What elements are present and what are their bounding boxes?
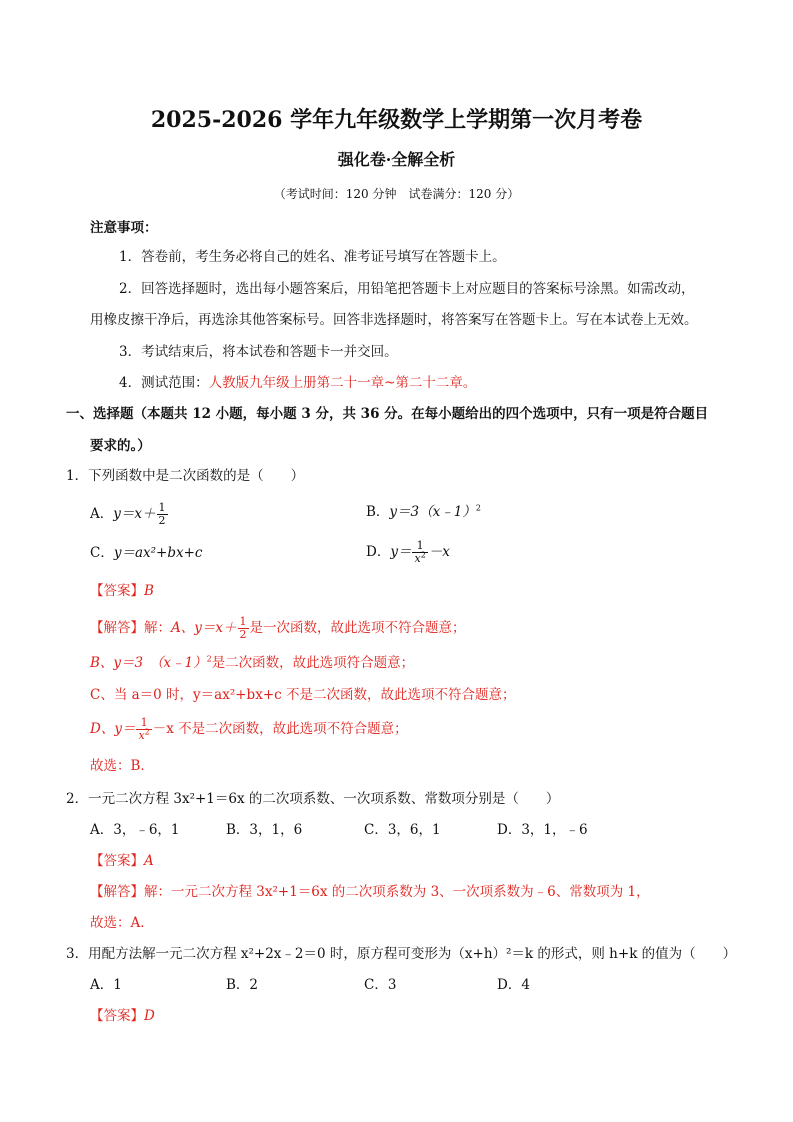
note-item-2-line2: 用橡皮擦干净后，再选涂其他答案标号。回答非选择题时，将答案写在答题卡上。写在本试卷上无效。 xyxy=(90,312,698,328)
section-heading-line2: 要求的。） xyxy=(90,438,151,454)
q2-option-c: C．3，6，1 xyxy=(364,822,441,838)
answer-tag: 【答案】 xyxy=(90,853,144,869)
solution-d-expr: D、y＝ xyxy=(90,721,136,737)
q2-solution xyxy=(90,882,650,902)
q1-solution-line-d xyxy=(90,717,408,742)
note-item-2-line1: 2．回答选择题时，选出每小题答案后，用铅笔把答题卡上对应题目的答案标号涂黑。如需改动， xyxy=(119,281,695,297)
q1-solution-line-a xyxy=(90,616,466,641)
note-item-4-range: 人教版九年级上册第二十一章~第二十二章。 xyxy=(208,375,477,391)
fraction-numerator: 1 xyxy=(158,501,166,514)
q1-conclusion: 故选：B． xyxy=(90,758,154,774)
section-heading-line1: 一、选择题（本题共 12 小题，每小题 3 分，共 36 分。在每小题给出的四个选项中，只有一项是符合题目 xyxy=(66,406,709,422)
note-item-3: 3．考试结束后，将本试卷和答题卡一并交回。 xyxy=(119,344,398,360)
answer-value: A xyxy=(144,853,154,869)
q3-option-b: B．2 xyxy=(226,977,259,993)
page-subtitle: 强化卷·全解全析 xyxy=(337,150,456,169)
solution-intro: 解： xyxy=(144,620,171,636)
q1-option-d-expr: y＝ xyxy=(390,544,412,560)
q3-answer xyxy=(90,1006,155,1026)
solution-a-expr: A、y＝x＋ xyxy=(171,620,237,636)
fraction-variable: x xyxy=(414,552,421,565)
q1-option-c-label: C． xyxy=(90,545,114,561)
q1-solution-line-c: C、当 a＝0 时，y＝ax²+bx+c 不是二次函数，故此选项不符合题意； xyxy=(90,687,516,703)
q1-option-d-fraction xyxy=(412,540,427,565)
q3-option-a: A．1 xyxy=(90,977,122,993)
exponent: 2 xyxy=(475,503,481,513)
solution-tag: 【解答】 xyxy=(90,620,144,636)
solution-b-expr: B、y＝3 （x﹣1） xyxy=(90,655,207,671)
note-item-1: 1．答卷前，考生务必将自己的姓名、准考证号填写在答题卡上。 xyxy=(119,249,506,265)
q1-option-a-expr: y＝x＋ xyxy=(113,506,156,522)
solution-tag: 【解答】 xyxy=(90,884,144,900)
solution-b-text: 是二次函数，故此选项符合题意； xyxy=(211,655,415,671)
q2-option-b: B．3，1，6 xyxy=(226,822,303,838)
fraction-denominator xyxy=(136,727,151,742)
solution-a-text: 是一次函数，故此选项不符合题意； xyxy=(249,620,466,636)
q1-solution-line-b xyxy=(90,653,414,673)
q3-stem: 3．用配方法解一元二次方程 x²+2x﹣2＝0 时，原方程可变形为（x+h）²＝k 的形式，则 h+k 的值为（ ） xyxy=(66,946,737,962)
q3-option-c: C．3 xyxy=(364,977,397,993)
exponent: 2 xyxy=(144,727,150,737)
q3-option-d: D．4 xyxy=(497,977,530,993)
q1-option-b xyxy=(366,502,481,522)
q1-option-d-tail: －x xyxy=(428,544,450,560)
solution-text: 解：一元二次方程 3x²+1＝6x 的二次项系数为 3、一次项系数为﹣6、常数项为 1， xyxy=(144,884,650,900)
fraction-variable: x xyxy=(138,729,145,742)
q1-option-a-label: A． xyxy=(90,506,114,522)
fraction-numerator: 1 xyxy=(136,717,151,730)
q1-option-b-label: B． xyxy=(366,504,390,520)
q2-option-d: D．3，1，﹣6 xyxy=(497,822,588,838)
q1-option-a-fraction xyxy=(157,502,168,527)
q1-option-b-expr: y＝3（x﹣1） xyxy=(389,504,476,520)
notes-heading: 注意事项： xyxy=(90,220,158,236)
answer-tag: 【答案】 xyxy=(90,583,144,599)
answer-value: B xyxy=(144,583,154,599)
solution-d-text: －x 不是二次函数，故此选项不符合题意； xyxy=(152,721,408,737)
note-item-4 xyxy=(119,373,476,393)
answer-value: D xyxy=(144,1008,155,1024)
q1-answer xyxy=(90,581,154,601)
solution-d-fraction xyxy=(136,717,151,742)
q2-answer xyxy=(90,851,154,871)
fraction-denominator: 2 xyxy=(239,628,247,641)
solution-a-fraction xyxy=(238,616,249,641)
q1-option-a xyxy=(90,502,169,527)
fraction-numerator: 1 xyxy=(239,615,247,628)
page-title: 2025-2026 学年九年级数学上学期第一次月考卷 xyxy=(150,107,643,133)
fraction-denominator: 2 xyxy=(158,514,166,527)
answer-tag: 【答案】 xyxy=(90,1008,144,1024)
q2-option-a: A．3，﹣6，1 xyxy=(90,822,180,838)
exam-info: （考试时间：120 分钟 试卷满分：120 分） xyxy=(273,187,520,201)
q1-stem: 1．下列函数中是二次函数的是（ ） xyxy=(66,468,305,484)
fraction-numerator: 1 xyxy=(412,540,427,553)
q2-conclusion: 故选：A． xyxy=(90,915,154,931)
exponent: 2 xyxy=(420,550,426,560)
q1-option-c xyxy=(90,543,202,563)
q2-stem: 2．一元二次方程 3x²+1＝6x 的二次项系数、一次项系数、常数项分别是（ ） xyxy=(66,791,560,807)
note-item-4-prefix: 4．测试范围： xyxy=(119,375,209,391)
q1-option-c-expr: y＝ax²+bx+c xyxy=(113,545,203,561)
fraction-denominator xyxy=(412,550,427,565)
exponent: 2 xyxy=(206,654,212,664)
q1-option-d-label: D． xyxy=(366,544,391,560)
q1-option-d xyxy=(366,540,450,565)
